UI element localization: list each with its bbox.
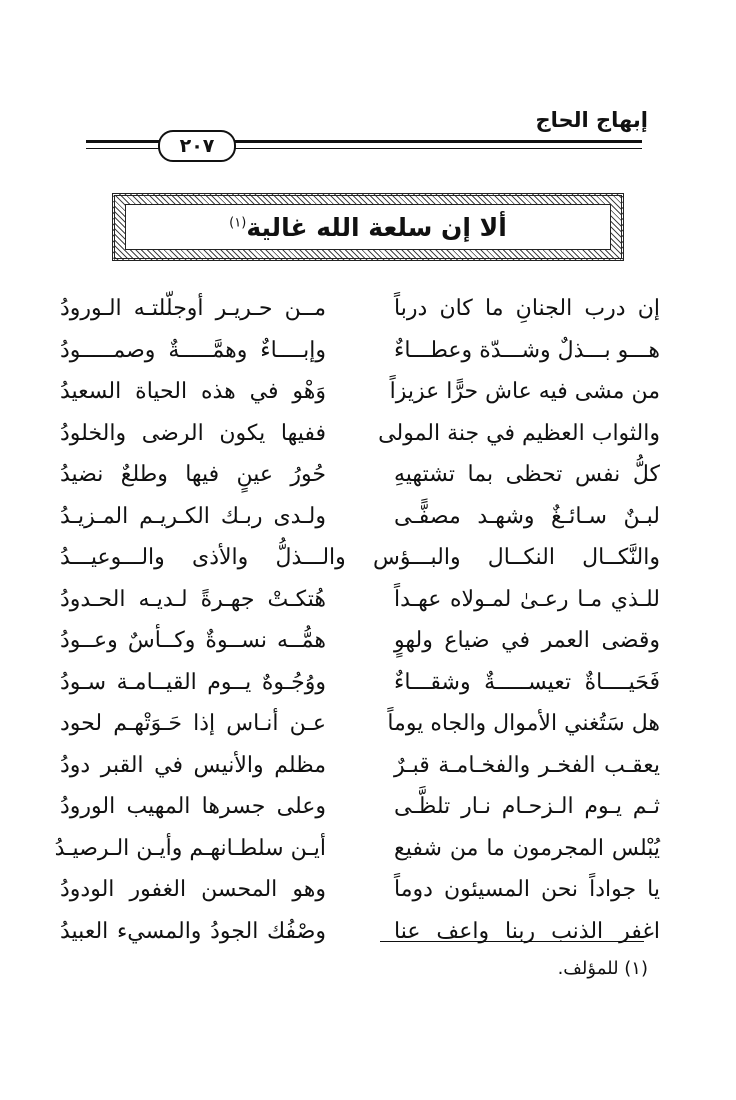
verse-first-hemistich: كلُّ نفس تحظى بما تشتهيهِ	[394, 462, 660, 487]
verse-line	[60, 911, 660, 953]
verse-line	[60, 288, 660, 330]
verse-first-hemistich: ثـم يـوم الـزحـام نـار تلظَّـى	[394, 794, 660, 819]
verse-first-hemistich: والثواب العظيم في جنة المولى	[378, 420, 660, 446]
verse-full: والنَّكــال النكــال والبـــؤس والـــذلُّ والأذى والـــوعيـــدُ	[60, 545, 660, 570]
verse-first-hemistich: فَحَيــــاةٌ تعيســـــةٌ وشقـــاءٌ	[394, 669, 660, 695]
page-number: ٢٠٧	[158, 130, 236, 162]
verse-line	[60, 454, 660, 496]
verse-line	[60, 413, 660, 455]
verse-line	[60, 662, 660, 704]
title-frame	[112, 193, 624, 261]
verse-line	[60, 371, 660, 413]
verse-second-hemistich: عـن أنـاس إذا حَـوَتْهـم لحود	[60, 711, 326, 736]
verse-first-hemistich: اغفر الذنب ربنا واعف عنا	[394, 918, 660, 944]
verse-second-hemistich: ووُجُـوهٌ يــوم القيــامـة سـودُ	[60, 669, 326, 695]
verse-second-hemistich: أيـن سلطـانهـم وأيـن الـرصيـدُ	[54, 835, 326, 861]
verse-line	[60, 786, 660, 828]
verse-second-hemistich: مــن حـريـر أوجلّلتـه الـورودُ	[60, 296, 326, 321]
verse-line	[60, 703, 660, 745]
verse-line	[60, 330, 660, 372]
verse-second-hemistich: وهو المحسن الغفور الودودُ	[60, 877, 326, 902]
verse-first-hemistich: يُبْلس المجرمون ما من شفيع	[394, 835, 660, 861]
verse-first-hemistich: من مشى فيه عاش حرًّا عزيزاً	[389, 379, 660, 404]
verse-first-hemistich: هـــو بـــذلٌ وشـــدّة وعطـــاءٌ	[394, 337, 660, 363]
footnote-rule	[380, 941, 644, 942]
verse-second-hemistich: وعلى جسرها المهيب الورودُ	[60, 794, 326, 819]
verse-first-hemistich: إن درب الجنانِ ما كان درباً	[394, 296, 660, 321]
verse-line	[60, 745, 660, 787]
verse-first-hemistich: يعقـب الفخـر والفخـامـة قبـرٌ	[394, 752, 660, 778]
verse-line	[60, 537, 660, 579]
verse-first-hemistich: لبـنٌ سـائـغٌ وشهـد مصفًّـى	[394, 503, 660, 529]
verse-second-hemistich: حُورُ عينٍ فيها وطلعٌ نضيدُ	[60, 462, 326, 487]
verse-second-hemistich: وصْفُك الجودُ والمسيء العبيدُ	[60, 918, 326, 944]
verse-line	[60, 579, 660, 621]
verse-first-hemistich: وقضى العمر في ضياع ولهوٍ	[394, 628, 660, 653]
verse-first-hemistich: للـذي مـا رعـىٰ لمـولاه عهـداً	[394, 586, 660, 612]
verse-second-hemistich: ففيها يكون الرضى والخلودُ	[60, 420, 326, 446]
poem-title	[229, 213, 507, 242]
title-box	[125, 204, 611, 250]
footnote: (١) للمؤلف.	[557, 958, 648, 979]
verse-second-hemistich: وإبــــاءٌ وهمَّـــــةٌ وصمـــــودُ	[60, 337, 326, 363]
running-title: إبهاج الحاج	[535, 108, 648, 132]
verse-second-hemistich: ولـدى ربـك الكـريـم المـزيـدُ	[60, 503, 326, 529]
verse-first-hemistich: يا جواداً نحن المسيئون دوماً	[394, 877, 660, 902]
verse-second-hemistich: هُتكـتْ جهـرةً لـديـه الحـدودُ	[60, 586, 326, 612]
verse-second-hemistich: همُّــه نســوةٌ وكــأسٌ وعــودُ	[60, 628, 326, 653]
verse-second-hemistich: مظلم والأنيس في القبر دودُ	[60, 752, 326, 778]
footnote-marker: (١)	[229, 215, 247, 231]
verse-line	[60, 496, 660, 538]
verse-second-hemistich: وَهْو في هذه الحياة السعيدُ	[60, 379, 326, 404]
verse-line	[60, 620, 660, 662]
poem-title-text: ألا إن سلعة الله غالية	[246, 212, 507, 242]
verse-line	[54, 828, 660, 870]
poem-body	[54, 288, 660, 952]
verse-line	[60, 869, 660, 911]
verse-first-hemistich: هل سَتُغني الأموال والجاه يوماً	[387, 711, 660, 736]
